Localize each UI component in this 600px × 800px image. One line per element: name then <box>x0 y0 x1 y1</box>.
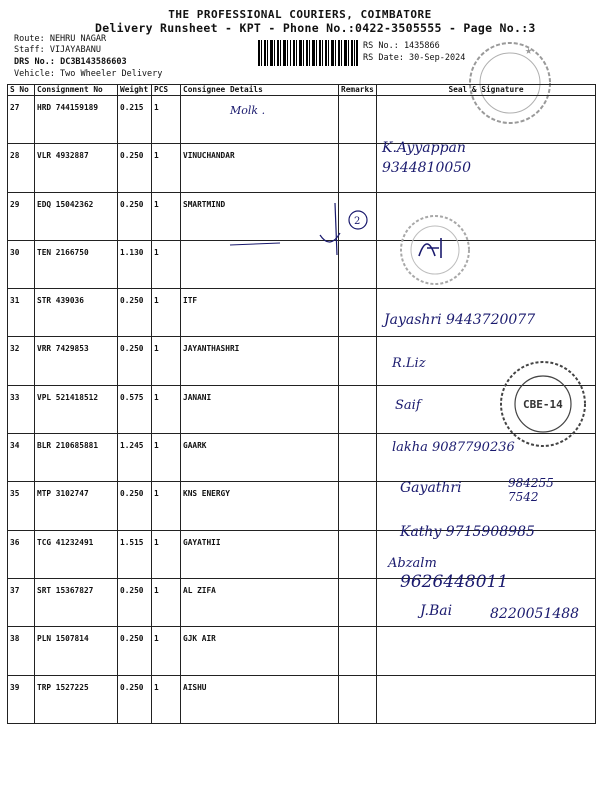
sno: 27 <box>8 96 35 144</box>
consignment-no: VLR 4932887 <box>35 144 118 192</box>
signature-cell <box>377 627 596 675</box>
sno: 34 <box>8 434 35 482</box>
consignee: GJK AIR <box>181 627 339 675</box>
pcs: 1 <box>152 96 181 144</box>
remarks <box>339 578 377 626</box>
remarks <box>339 385 377 433</box>
consignment-no: HRD 744159189 <box>35 96 118 144</box>
consignee: GAARK <box>181 434 339 482</box>
handwritten-signature: K.Ayyappan <box>382 140 466 156</box>
runsheet-subtitle: Delivery Runsheet - KPT - Phone No.:0422-3505555 - Page No.:3 <box>95 21 536 35</box>
consignee: ITF <box>181 289 339 337</box>
remarks <box>339 337 377 385</box>
weight: 0.250 <box>118 627 152 675</box>
weight: 0.250 <box>118 289 152 337</box>
sno: 39 <box>8 675 35 723</box>
sno: 28 <box>8 144 35 192</box>
route-text: Route: NEHRU NAGAR <box>14 34 107 44</box>
rs-number: RS No.: 1435866 <box>363 41 440 51</box>
consignment-no: VRR 7429853 <box>35 337 118 385</box>
drs-number <box>14 57 127 67</box>
consignment-no: SRT 15367827 <box>35 578 118 626</box>
sno: 31 <box>8 289 35 337</box>
handwritten-signature: Abzalm <box>388 556 437 571</box>
handwritten-note: Molk . <box>230 104 266 117</box>
weight: 0.250 <box>118 192 152 240</box>
handwritten-signature: lakha 9087790236 <box>392 440 515 455</box>
consignment-no: BLR 210685881 <box>35 434 118 482</box>
weight: 0.575 <box>118 385 152 433</box>
handwritten-signature: Saif <box>395 398 421 413</box>
sno: 37 <box>8 578 35 626</box>
handwritten-signature: Jayashri 9443720077 <box>384 312 536 328</box>
handwritten-phone: 9626448011 <box>400 572 509 592</box>
remarks <box>339 96 377 144</box>
consignee <box>181 96 339 144</box>
sno: 38 <box>8 627 35 675</box>
sno: 32 <box>8 337 35 385</box>
pcs: 1 <box>152 482 181 530</box>
col-remarks: Remarks <box>339 85 377 96</box>
handwritten-signature: Kathy 9715908985 <box>400 524 535 540</box>
handwritten-phone: 8220051488 <box>490 606 580 622</box>
remarks <box>339 289 377 337</box>
consignment-no: VPL 521418512 <box>35 385 118 433</box>
col-pcs: PCS <box>152 85 181 96</box>
handwritten-marks <box>225 195 375 265</box>
drs-label: DRS No.: <box>14 57 55 67</box>
consignment-no: EDQ 15042362 <box>35 192 118 240</box>
signature-cell <box>377 96 596 144</box>
svg-text:★: ★ <box>525 43 533 57</box>
stamp-label: CBE-14 <box>523 398 563 411</box>
staff-text: Staff: VIJAYABANU <box>14 45 101 55</box>
weight: 0.215 <box>118 96 152 144</box>
weight: 1.130 <box>118 240 152 288</box>
pcs: 1 <box>152 434 181 482</box>
table-row <box>8 96 596 144</box>
pcs: 1 <box>152 578 181 626</box>
weight: 0.250 <box>118 482 152 530</box>
col-consignee: Consignee Details <box>181 85 339 96</box>
company-title: THE PROFESSIONAL COURIERS, COIMBATORE <box>168 8 432 21</box>
consignee: AL ZIFA <box>181 578 339 626</box>
table-row <box>8 627 596 675</box>
remarks <box>339 144 377 192</box>
consignment-no: PLN 1507814 <box>35 627 118 675</box>
pcs: 1 <box>152 144 181 192</box>
drs-value: DC3B143586603 <box>60 57 127 67</box>
handwritten-phone: 984255 7542 <box>508 476 554 504</box>
consignee: VINUCHANDAR <box>181 144 339 192</box>
sno: 29 <box>8 192 35 240</box>
weight: 1.245 <box>118 434 152 482</box>
remarks <box>339 627 377 675</box>
table-header <box>8 85 596 96</box>
sno: 35 <box>8 482 35 530</box>
round-stamp-row30 <box>397 212 473 288</box>
consignee: JANANI <box>181 385 339 433</box>
sno: 30 <box>8 240 35 288</box>
pcs: 1 <box>152 530 181 578</box>
consignee: SMARTMIND <box>181 192 339 240</box>
remarks <box>339 530 377 578</box>
table-row <box>8 144 596 192</box>
barcode <box>258 40 358 66</box>
col-signature: Seal & Signature <box>377 85 596 96</box>
remarks <box>339 675 377 723</box>
vehicle-text: Vehicle: Two Wheeler Delivery <box>14 69 163 79</box>
consignee: JAYANTHASHRI <box>181 337 339 385</box>
consignment-no: TCG 41232491 <box>35 530 118 578</box>
consignment-no: TRP 1527225 <box>35 675 118 723</box>
handwritten-signature: R.Liz <box>392 356 426 371</box>
circled-number: 2 <box>354 216 361 227</box>
weight: 0.250 <box>118 675 152 723</box>
rs-info <box>363 40 465 64</box>
consignment-no: TEN 2166750 <box>35 240 118 288</box>
pcs: 1 <box>152 385 181 433</box>
col-consignment: Consignment No <box>35 85 118 96</box>
col-sno: S No <box>8 85 35 96</box>
pcs: 1 <box>152 627 181 675</box>
pcs: 1 <box>152 192 181 240</box>
sno: 33 <box>8 385 35 433</box>
weight: 0.250 <box>118 337 152 385</box>
pcs: 1 <box>152 675 181 723</box>
table-row <box>8 675 596 723</box>
pcs: 1 <box>152 337 181 385</box>
weight: 0.250 <box>118 144 152 192</box>
rs-date: RS Date: 30-Sep-2024 <box>363 53 466 63</box>
handwritten-signature: J.Bai <box>420 603 453 619</box>
col-weight: Weight <box>118 85 152 96</box>
consignee: GAYATHII <box>181 530 339 578</box>
pcs: 1 <box>152 289 181 337</box>
weight: 1.515 <box>118 530 152 578</box>
consignment-no: STR 439036 <box>35 289 118 337</box>
weight: 0.250 <box>118 578 152 626</box>
remarks <box>339 434 377 482</box>
handwritten-phone: 9344810050 <box>382 160 472 176</box>
pcs: 1 <box>152 240 181 288</box>
cbe-stamp <box>497 358 589 450</box>
signature-cell <box>377 675 596 723</box>
remarks <box>339 482 377 530</box>
consignee: AISHU <box>181 675 339 723</box>
handwritten-signature: Gayathri <box>400 480 462 496</box>
consignment-no: MTP 3102747 <box>35 482 118 530</box>
sno: 36 <box>8 530 35 578</box>
consignee: KNS ENERGY <box>181 482 339 530</box>
